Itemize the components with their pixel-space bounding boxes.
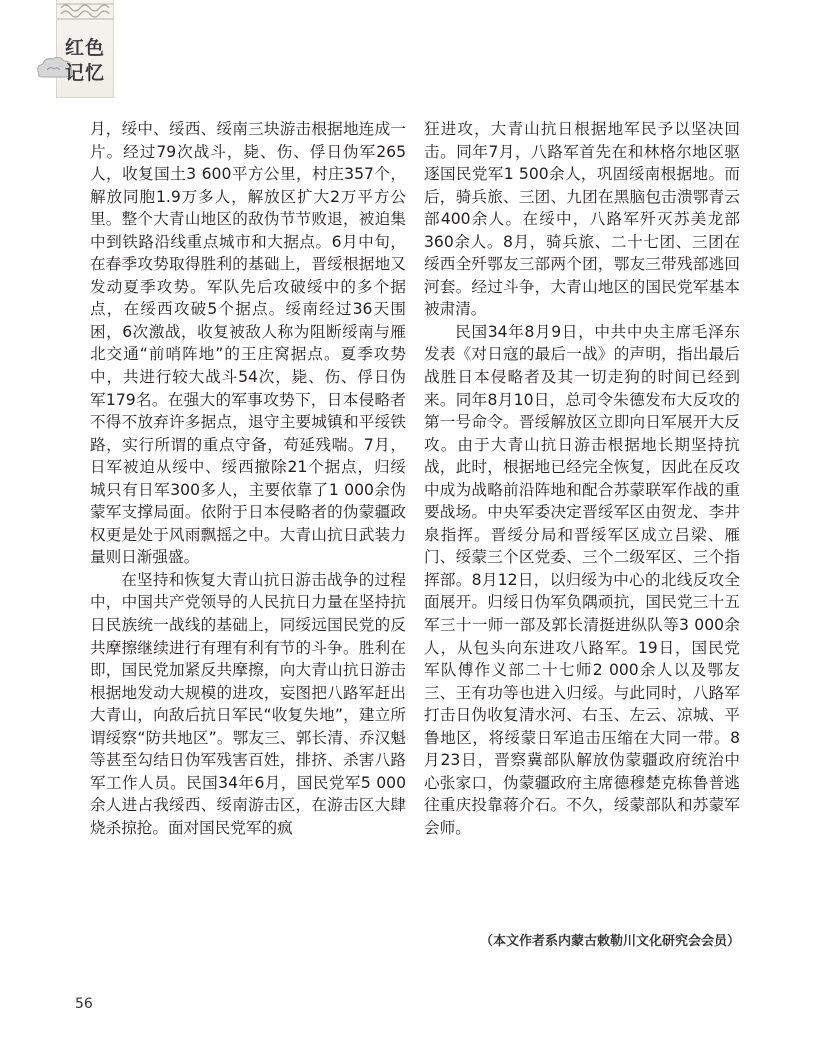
paragraph: 在坚持和恢复大青山抗日游击战争的过程中，中国共产党领导的人民抗日力量在坚持抗日民族统一战线的基础上，同绥远国民党的反共摩擦继续进行有理有利有节的斗争。胜利在即，国民党加紧反共摩擦，向大青山抗日游击根据地发动大规模的进攻，妄图把八路军赶出大青山，向敌后抗日军民“收复失地”，建立所谓绥察“防共地区”。鄂友三、郭长清、乔汉魁等甚至勾结日伪军残害百姓，排挤、杀害八路军工作人员。民国34年6月，国民党军5 000余人进占我绥西、绥南游击区，在游击区大肆烧杀掠抢。面对国民党军的疯 — [90, 570, 406, 837]
section-title-line1: 红色 — [64, 37, 105, 59]
author-byline: （本文作者系内蒙古敕勒川文化研究会会员） — [479, 934, 740, 949]
section-badge — [56, 0, 114, 98]
right-column — [424, 118, 740, 840]
page-number: 56 — [75, 996, 93, 1012]
left-column — [90, 118, 406, 840]
ornament-border-icon — [57, 0, 113, 22]
paragraph: 民国34年8月9日，中共中央主席毛泽东发表《对日寇的最后一战》的声明，指出最后战胜日本侵略者及其一切走狗的时间已经到来。同年8月10日，总司令朱德发布大反攻的第一号命令。晋绥解放区立即向日军展开大反攻。由于大青山抗日游击根据地长期坚持抗战，此时，根据地已经完全恢复，因此在反攻中成为战略前沿阵地和配合苏蒙联军作战的重要战场。中央军委决定晋绥军区由贺龙、李井泉指挥。晋绥分局和晋绥军区成立吕梁、雁门、绥蒙三个区党委、三个二级军区、三个指挥部。8月12日，以归绥为中心的北线反攻全面展开。归绥日伪军负隅顽抗，国民党三十五军三十一师一部及郭长清挺进纵队等3 000余人，从包头向东进攻八路军。19日，国民党军队傅作义部二十七师2 000余人以及鄂友三、王有功等也进入归绥。与此同时，八路军打击日伪收复清水河、右玉、左云、凉城、平鲁地区，将绥蒙日军追击压缩在大同一带。8月23日，晋察冀部队解放伪蒙疆政府统治中心张家口，伪蒙疆政府主席德穆楚克栋鲁普逃往重庆投靠蒋介石。不久，绥蒙部队和苏蒙军会师。 — [424, 322, 740, 837]
paragraph: 月，绥中、绥西、绥南三块游击根据地连成一片。经过79次战斗，毙、伤、俘日伪军265人，收复国土3 600平方公里，村庄357个，解放同胞1.9万多人，解放区扩大2万平方公里。整个大青山地区的敌伪节节败退，被迫集中到铁路沿线重点城市和大据点。6月中旬，在春季攻势取得胜利的基础上，晋绥根据地又发动夏季攻势。军队先后攻破绥中的多个据点，在绥西攻破5个据点。绥南经过36天围困，6次激战，收复被敌人称为阻断绥南与雁北交通“前哨阵地”的王庄窝据点。夏季攻势中，共进行较大战斗54次，毙、伤、俘日伪军179名。在强大的军事攻势下，日本侵略者不得不放弃许多据点，退守主要城镇和平绥铁路，实行所谓的重点守备，苟延残喘。7月，日军被迫从绥中、绥西撤除21个据点，归绥城只有日军300多人，主要依靠了1 000余伪蒙军支撑局面。依附于日本侵略者的伪蒙疆政权更是处于风雨飘摇之中。大青山抗日武装力量则日渐强盛。 — [90, 120, 406, 567]
paragraph: 狂进攻，大青山抗日根据地军民予以坚决回击。同年7月，八路军首先在和林格尔地区驱逐国民党军1 500余人，巩固绥南根据地。而后，骑兵旅、三团、九团在黑脑包击溃鄂青云部400余人。在绥中，八路军歼灭苏美龙部360余人。8月，骑兵旅、二十七团、三团在绥西全歼鄂友三部两个团，鄂友三带残部逃回河套。经过斗争，大青山地区的国民党军基本被肃清。 — [424, 120, 740, 319]
section-title-line2: 记忆 — [64, 62, 105, 84]
